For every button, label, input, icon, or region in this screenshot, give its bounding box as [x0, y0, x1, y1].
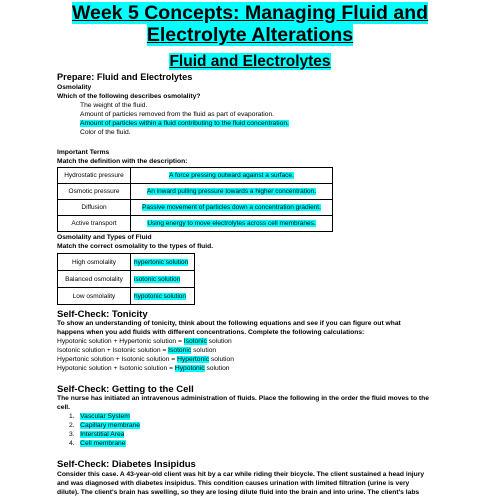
option: Color of the fluid.	[80, 129, 131, 136]
list-item: 1. Vascular System	[69, 413, 130, 420]
definition-cell: An inward pulling pressure towards a higher concentration.	[131, 184, 333, 200]
definition-cell: Passive movement of particles down a concentration gradient.	[131, 200, 333, 216]
osmo-heading: Osmolality and Types of Fluid	[57, 234, 152, 241]
equation: Hypotonic solution + Isotonic solution = Hypotonic solution	[57, 365, 230, 372]
term-cell: Osmotic pressure	[58, 184, 131, 200]
equation: Hypotonic solution + Hypertonic solution = Isotonic solution	[57, 338, 232, 345]
equation: Isotonic solution + Isotonic solution = Isotonic solution	[57, 347, 217, 354]
option-selected: Amount of particles within a fluid contributing to the fluid concentration.	[80, 120, 289, 127]
osmo-table	[57, 253, 195, 305]
definition-cell: Using energy to move electrolytes across cell membranes.	[131, 216, 333, 232]
definition-cell: A force pressing outward against a surface.	[131, 168, 333, 184]
diabetes-case-line: Consider this case. A 43-year-old client was hit by a car while riding their bicycle. The client sustained a head injury	[57, 471, 425, 478]
table-row	[58, 288, 195, 305]
osmolality-cell: Balanced osmolality	[58, 271, 131, 288]
page-title-line-2: Electrolyte Alterations	[146, 24, 354, 46]
terms-heading: Important Terms	[57, 149, 110, 156]
tonicity-intro: happens when you add fluids with different concentrations. Complete the following calculations:	[57, 329, 365, 336]
terms-instruction: Match the definition with the description:	[57, 158, 188, 165]
fluid-cell: isotonic solution	[131, 271, 195, 288]
osmolality-question: Which of the following describes osmolality?	[57, 93, 201, 100]
term-cell: Diffusion	[58, 200, 131, 216]
option: The weight of the fluid.	[80, 102, 148, 109]
cell-heading: Self-Check: Getting to the Cell	[57, 384, 194, 395]
prepare-heading: Prepare: Fluid and Electrolytes	[57, 72, 193, 82]
diabetes-heading: Self-Check: Diabetes Insipidus	[57, 459, 196, 470]
page-title-line-1: Week 5 Concepts: Managing Fluid and	[71, 2, 429, 24]
list-item: 4. Cell membrane	[69, 440, 126, 447]
osmolality-cell: Low osmolality	[58, 288, 131, 305]
osmolality-cell: High osmolality	[58, 254, 131, 271]
table-row	[58, 271, 195, 288]
list-item: 3. Interstitial Area	[69, 431, 125, 438]
osmolality-label: Osmolality	[57, 84, 92, 91]
tonicity-intro: To show an understanding of tonicity, think about the following equations and see if you can figure out what	[57, 320, 401, 327]
fluid-cell: hypotonic solution	[131, 288, 195, 305]
table-row	[58, 168, 333, 184]
term-cell: Active transport	[58, 216, 131, 232]
table-row	[58, 254, 195, 271]
table-row	[58, 216, 333, 232]
tonicity-heading: Self-Check: Tonicity	[57, 309, 148, 320]
page-subtitle: Fluid and Electrolytes	[169, 53, 331, 70]
diabetes-case-line: dilute). The client's brain has swelling, so they are losing dilute fluid into the brain and into urine. The client's labs	[57, 489, 420, 496]
table-row	[58, 200, 333, 216]
option: Amount of particles removed from the fluid as part of evaporation.	[80, 111, 275, 118]
osmo-instruction: Match the correct osmolality to the types of fluid.	[57, 243, 214, 250]
terms-table	[57, 167, 333, 232]
list-item: 2. Capillary membrane	[69, 422, 140, 429]
term-cell: Hydrostatic pressure	[58, 168, 131, 184]
cell-intro: The nurse has initiated an intravenous administration of fluids. Place the following in the order the fluid moves to the	[57, 395, 429, 402]
cell-intro: cell.	[57, 404, 71, 411]
fluid-cell: hypertonic solution	[131, 254, 195, 271]
diabetes-case-line: and was diagnosed with diabetes insipidus. This condition causes urination with limited filtration (urine is very	[57, 480, 410, 487]
equation: Hypertonic solution + Isotonic solution = Hypertonic solution	[57, 356, 234, 363]
table-row	[58, 184, 333, 200]
